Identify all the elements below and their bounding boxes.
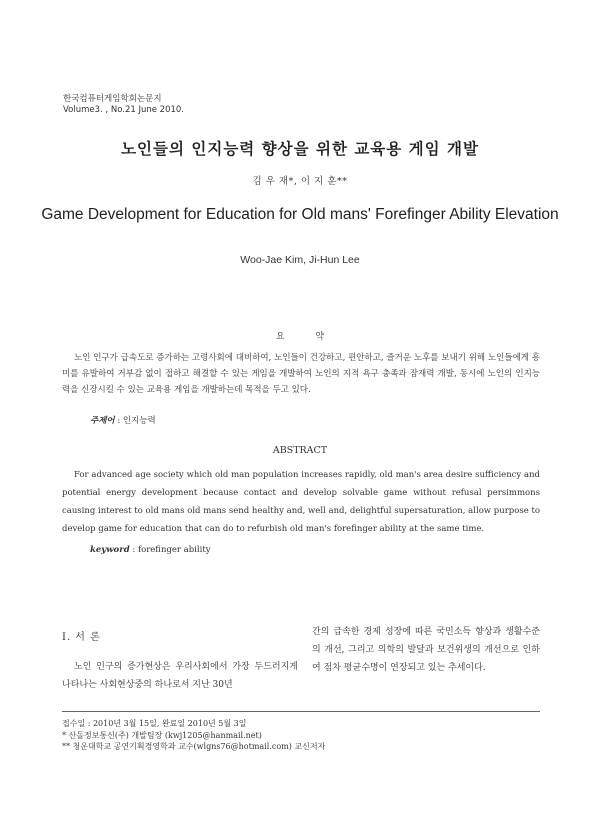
journal-header [63,94,184,116]
keyword-separator: : [132,545,138,555]
english-abstract-text: For advanced age society which old man population increases rapidly, old man's area desire sufficiency and potential energy development because contact and develop solvable game without refusal persimmons causing interest to old mans old mans send healthy and, well and, delightful supersaturation, allow purpose to develop game for education that can do to refurbish old man's forefinger ability at the same time. [62,470,540,534]
korean-authors: 김 우 재*, 이 지 훈** [252,176,348,187]
english-keyword-value: forefinger ability [137,545,211,555]
korean-keyword-value: 인지능력 [122,416,156,426]
korean-keyword-label: 주제어 [90,416,115,426]
korean-title: 노인들의 인지능력 향상을 위한 교육용 게임 개발 [121,139,479,158]
footnote-divider [62,711,540,712]
english-keywords [90,545,211,555]
footnote-author1: * 산돌정보통신(주) 개발팀장 (kwj1205@hanmail.net) [62,730,262,740]
section-heading-introduction: Ⅰ. 서 론 [62,632,101,643]
english-abstract-heading: ABSTRACT [272,445,328,456]
korean-abstract-heading: 요 약 [275,332,339,342]
korean-abstract-text: 노인 인구가 급속도로 증가하는 고령사회에 대비하여, 노인들이 건강하고, 편안하고, 즐거운 노후를 보내기 위해 노인들에게 흥미를 유발하여 거부감 없이 접하고 해결할 수 있는 게임을 개발하여 노인의 지적 욕구 충족과 잠재력 개발, 동시에 노인의 인지능력을 신장시킬 수 있는 교육용 게임을 개발하는데 목적을 두고 있다. [62,353,540,395]
footnote-dates: 접수일 : 2010년 3월 15일, 완료일 2010년 5월 3일 [62,719,247,728]
english-title: Game Development for Education for Old mans' Forefinger Ability Elevation [41,206,559,223]
english-keyword-label: keyword [90,545,130,555]
english-authors: Woo-Jae Kim, Ji-Hun Lee [240,254,360,266]
footnotes [62,718,325,753]
footnote-author2: ** 청운대학교 공연기획경영학과 교수(wlgns76@hotmail.com) 교신저자 [62,742,326,751]
journal-issue: Volume3. , No.21 June 2010. [63,105,185,115]
body-column-left: 노인 인구의 증가현상은 우리사회에서 가장 두드러지게 나타나는 사회현상중의 하나로서 지난 30년 [62,662,298,690]
keyword-separator: : [117,416,123,426]
korean-keywords [90,414,156,426]
journal-name: 한국컴퓨터게임학회논문지 [63,94,162,104]
body-column-right: 간의 급속한 경제 성장에 따른 국민소득 향상과 생활수준의 개선, 그리고 의학의 발달과 보건위생의 개선으로 인하여 점차 평균수명이 연장되고 있는 추세이다. [312,627,540,673]
